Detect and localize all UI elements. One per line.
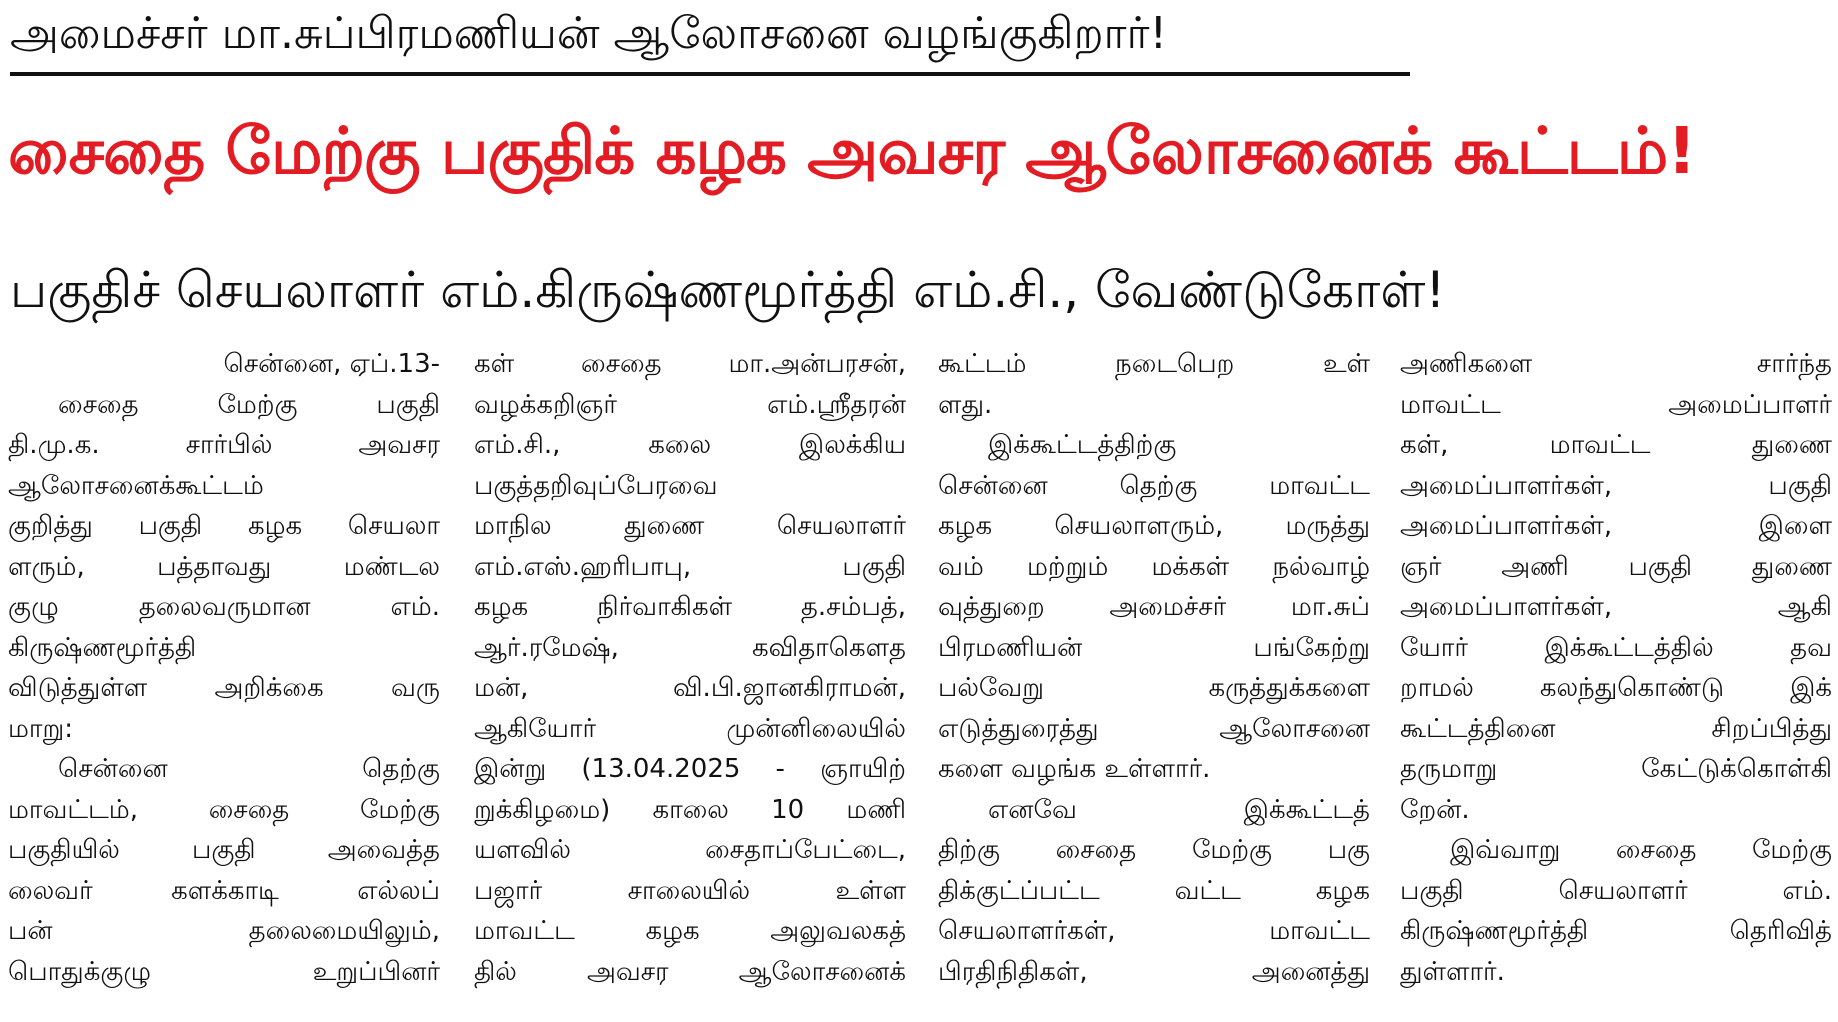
column-4-line: மாவட்ட அமைப்பாளர் bbox=[1400, 389, 1832, 420]
column-2-line: றுக்கிழமை) காலை 10 மணி bbox=[474, 794, 906, 825]
column-2-line: கழக நிர்வாகிகள் த.சம்பத், bbox=[474, 592, 906, 622]
column-2-line: கள் சைதை மா.அன்பரசன், bbox=[474, 349, 906, 379]
column-4-line: அமைப்பாளர்கள், பகுதி bbox=[1400, 470, 1832, 501]
column-1-line: கிருஷ்ணமூர்த்தி bbox=[8, 632, 197, 663]
column-2-line: மாநில துணை செயலாளர் bbox=[474, 511, 906, 541]
column-3-line: திக்குட்ப்பட்ட வட்ட கழக bbox=[938, 875, 1370, 906]
column-2-line: பஜார் சாலையில் உள்ள bbox=[474, 875, 906, 906]
column-3-line: எனவே இக்கூட்டத் bbox=[988, 794, 1370, 825]
column-3-line: பல்வேறு கருத்துக்களை bbox=[938, 673, 1370, 703]
article-body bbox=[8, 344, 1832, 1022]
column-1-line: பன் தலைமையிலும், bbox=[8, 916, 440, 946]
column-1-line: சைதை மேற்கு பகுதி bbox=[58, 389, 440, 420]
column-4-line: கிருஷ்ணமூர்த்தி தெரிவித் bbox=[1400, 916, 1832, 946]
column-3-line: வுத்துறை அமைச்சர் மா.சுப் bbox=[938, 592, 1370, 622]
column-1-line: ஆலோசனைக்கூட்டம் bbox=[8, 470, 264, 501]
column-3-line: வம் மற்றும் மக்கள் நல்வாழ் bbox=[938, 551, 1370, 582]
column-2-line: மாவட்ட கழக அலுவலகத் bbox=[474, 916, 906, 946]
column-4-line: அமைப்பாளர்கள், இளை bbox=[1400, 511, 1832, 541]
column-4-line: அமைப்பாளர்கள், ஆகி bbox=[1400, 592, 1832, 622]
column-1-line: மாவட்டம், சைதை மேற்கு bbox=[8, 794, 440, 825]
kicker-line: அமைச்சர் மா.சுப்பிரமணியன் ஆலோசனை வழங்குகிறார்! bbox=[10, 8, 1168, 59]
column-2-line: பகுத்தறிவுப்பேரவை bbox=[474, 470, 718, 501]
column-4-line: அணிகளை சார்ந்த bbox=[1400, 349, 1832, 379]
column-2-line: யளவில் சைதாப்பேட்டை, bbox=[474, 835, 906, 865]
column-1 bbox=[8, 344, 440, 1022]
column-1-line: குழு தலைவருமான எம். bbox=[8, 592, 440, 622]
column-4-line: தருமாறு கேட்டுக்கொள்கி bbox=[1400, 754, 1832, 784]
column-3-line: எடுத்துரைத்து ஆலோசனை bbox=[938, 713, 1370, 744]
column-4 bbox=[1400, 344, 1832, 1022]
column-3-line: ளது. bbox=[938, 389, 993, 420]
column-1-line: சென்னை, ஏப்.13- bbox=[223, 349, 440, 379]
column-3-line: கூட்டம் நடைபெற உள் bbox=[938, 349, 1370, 379]
column-1-line: ளரும், பத்தாவது மண்டல bbox=[8, 551, 440, 582]
column-3 bbox=[938, 344, 1370, 1022]
column-1-line: தி.மு.க. சார்பில் அவசர bbox=[8, 430, 440, 460]
column-2-line: ஆர்.ரமேஷ், கவிதாகௌத bbox=[474, 632, 906, 663]
column-4-line: கள், மாவட்ட துணை bbox=[1400, 430, 1832, 460]
column-1-line: விடுத்துள்ள அறிக்கை வரு bbox=[8, 673, 440, 703]
column-2-line: எம்.சி., கலை இலக்கிய bbox=[474, 430, 906, 460]
column-4-line: கூட்டத்தினை சிறப்பித்து bbox=[1400, 713, 1832, 744]
column-1-line: பொதுக்குழு உறுப்பினர் bbox=[8, 956, 440, 987]
subheadline: பகுதிச் செயலாளர் எம்.கிருஷ்ணமூர்த்தி எம்.சி., வேண்டுகோள்! bbox=[10, 261, 1446, 319]
column-3-line: கழக செயலாளரும், மருத்து bbox=[938, 511, 1370, 541]
column-3-line: இக்கூட்டத்திற்கு bbox=[988, 430, 1177, 460]
column-3-line: பிரமணியன் பங்கேற்று bbox=[938, 632, 1370, 663]
column-2-line: எம்.எஸ்.ஹரிபாபு, பகுதி bbox=[474, 551, 906, 582]
column-2 bbox=[474, 344, 906, 1022]
kicker-underline-rule bbox=[10, 72, 1410, 76]
column-3-line: செயலாளர்கள், மாவட்ட bbox=[938, 916, 1370, 946]
column-2-line: ஆகியோர் முன்னிலையில் bbox=[474, 713, 906, 744]
column-4-line: பகுதி செயலாளர் எம். bbox=[1400, 875, 1832, 906]
column-3-line: களை வழங்க உள்ளார். bbox=[938, 754, 1211, 784]
column-1-line: குறித்து பகுதி கழக செயலா bbox=[8, 511, 440, 541]
column-1-line: பகுதியில் பகுதி அவைத்த bbox=[8, 835, 440, 865]
headline: சைதை மேற்கு பகுதிக் கழக அவசர ஆலோசனைக் கூட்டம்! bbox=[8, 115, 1696, 189]
column-4-line: றாமல் கலந்துகொண்டு இக் bbox=[1400, 673, 1832, 703]
column-2-line: தில் அவசர ஆலோசனைக் bbox=[474, 956, 906, 987]
column-4-line: ஞர் அணி பகுதி துணை bbox=[1400, 551, 1832, 582]
column-2-line: மன், வி.பி.ஜானகிராமன், bbox=[474, 673, 906, 703]
column-2-line: வழக்கறிஞர் எம்.ஸ்ரீதரன் bbox=[474, 389, 906, 420]
column-3-line: சென்னை தெற்கு மாவட்ட bbox=[938, 470, 1370, 501]
column-4-line: துள்ளார். bbox=[1400, 956, 1505, 987]
column-4-line: யோர் இக்கூட்டத்தில் தவ bbox=[1400, 632, 1832, 663]
column-3-line: பிரதிநிதிகள், அனைத்து bbox=[938, 956, 1370, 987]
column-4-line: றேன். bbox=[1400, 794, 1470, 825]
column-1-line: மாறு: bbox=[8, 713, 73, 744]
column-2-line: இன்று (13.04.2025 - ஞாயிற் bbox=[474, 754, 906, 784]
column-3-line: திற்கு சைதை மேற்கு பகு bbox=[938, 835, 1370, 865]
column-4-line: இவ்வாறு சைதை மேற்கு bbox=[1450, 835, 1832, 865]
column-1-line: லைவர் களக்காடி எல்லப் bbox=[8, 875, 440, 906]
column-1-line: சென்னை தெற்கு bbox=[58, 754, 440, 784]
